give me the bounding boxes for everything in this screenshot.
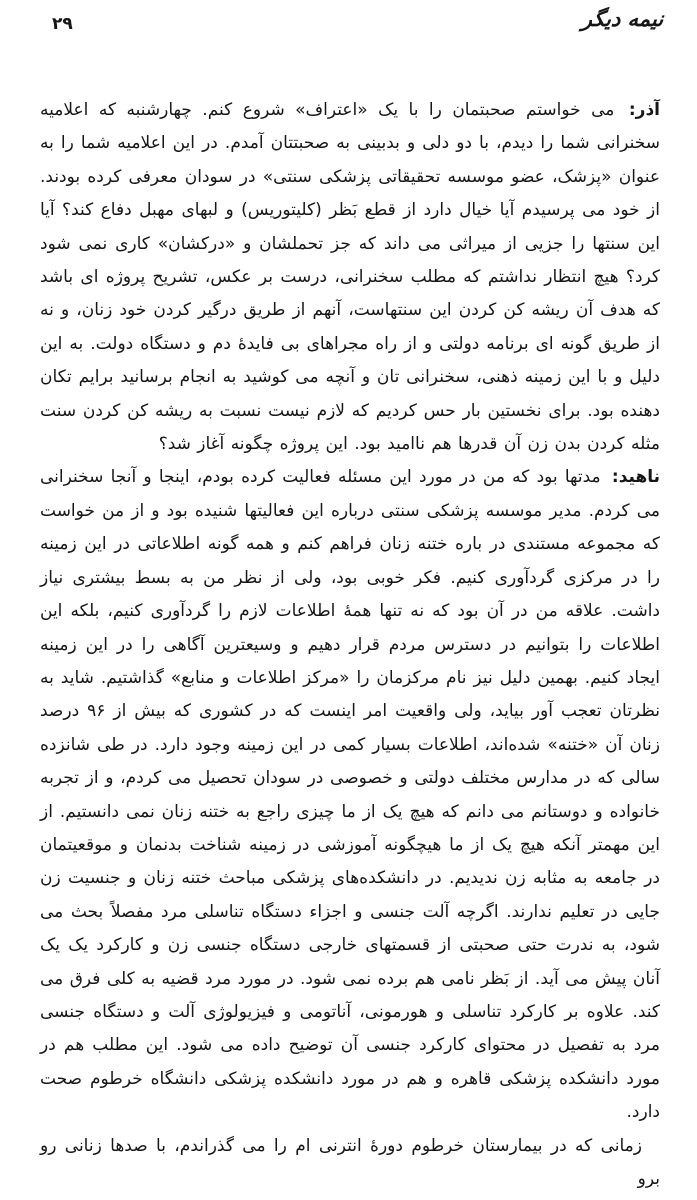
paragraph-azar bbox=[40, 94, 660, 461]
paragraph-nahid bbox=[40, 461, 660, 1129]
page-number: ۲۹ bbox=[52, 14, 73, 34]
paragraph-azar-text: می خواستم صحبتمان را با یک «اعتراف» شروع کنم. چهارشنبه که اعلامیه سخنرانی شما را دیدم، با دو دلی و بدبینی به صحبتتان آمدم. در این اعلامیه شما را به عنوان «پزشک، عضو موسسه تحقیقاتی پزشکی سنتی» در سودان معرفی کرده بودند. از خود می پرسیدم آیا خیال دارد از قطع بَظر (کلیتوریس) و لبهای مهبل دفاع کند؟ آیا این سنتها را جزیی از میراثی می داند که جز تحملشان و «درکشان» کاری نمی شود کرد؟ هیچ انتظار نداشتم که مطلب سخنرانی، درست بر عکس، تشریح پروژه ای باشد که هدف آن ریشه کن کردن این سنتهاست، آنهم از طریق درگیر کردن خود زنان، و نه از طریق گونه ای برنامه دولتی و از راه مجراهای بی فایدهٔ دم و دستگاه دولت. به این دلیل و با این زمینه ذهنی، سخنرانی تان و آنچه می کوشید به انجام برسانید برایم تکان دهنده بود. برای نخستین بار حس کردیم که لازم نیست نسبت به ریشه کن کردن سنت مثله کردن بدن زن آن قدرها هم ناامید بود. این پروژه چگونه آغاز شد؟ bbox=[40, 100, 660, 455]
paragraph-closing bbox=[40, 1130, 660, 1197]
journal-title: نیمه دیگر bbox=[580, 7, 664, 31]
page-header bbox=[40, 6, 663, 34]
paragraph-closing-text: زمانی که در بیمارستان خرطوم دورهٔ انترنی ام را می گذراندم، با صدها زنانی رو برو bbox=[40, 1135, 660, 1189]
body-text bbox=[40, 94, 661, 1189]
paragraph-nahid-text: مدتها بود که من در مورد این مسئله فعالیت کرده بودم، اینجا و آنجا سخنرانی می کردم. مدیر موسسه پزشکی سنتی درباره این فعالیتها شنیده بود و از من خواست که مجموعه مستندی در باره ختنه زنان فراهم کنم و همه گونه اطلاعاتی در این زمینه را در مرکزی گردآوری کنیم. فکر خوبی بود، ولی از نظر من به بسط بیشتری نیاز داشت. علاقه من در آن بود که نه تنها همهٔ اطلاعات لازم را گردآوری کنیم، بلکه این اطلاعات را بتوانیم در دسترس مردم قرار دهیم و وسیعترین آگاهی را در این زمینه ایجاد کنیم. بهمین دلیل نیز نام مرکزمان را «مرکز اطلاعات و منابع» گذاشتیم. شاید به نظرتان تعجب آور بیاید، ولی واقعیت امر اینست که در کشوری که بیش از ۹۶ درصد زنان آن «ختنه» شده‌اند، اطلاعات بسیار کمی در این زمینه وجود دارد. در طی شانزده سالی که در مدارس مختلف دولتی و خصوصی در سودان تحصیل می کردم، و از تجربه خانواده و دوستانم می دانم که هیچ یک از ما چیزی راجع به ختنه زنان نمی دانستیم. از این مهمتر آنکه هیچ یک از ما هیچگونه آموزشی در زمینه شناخت بدنمان و موقعیتمان در جامعه به مثابه زن ندیدیم. در دانشکده‌های پزشکی مباحث ختنه زنان و جنسیت زن جایی در تعلیم ندارند. اگرچه آلت جنسی و اجزاء دستگاه تناسلی مرد مفصلاً بحث می شود، به ندرت حتی صحبتی از قسمتهای خارجی دستگاه جنسی زن و کارکرد یک یک آنان پیش می آید. از بَظر نامی هم برده نمی شود. در مورد مرد قضیه به کلی فرق می کند. علاوه بر کارکرد تناسلی و هورمونی، آناتومی و فیزیولوژی آلت و دستگاه جنسی مرد به تفصیل در محتوای کارکرد جنسی آن توضیح داده می شود. این مطلب هم در مورد دانشکده پزشکی قاهره و هم در مورد دانشکده پزشکی دانشگاه خرطوم صحت دارد. bbox=[40, 467, 660, 1123]
speaker-name-azar: آذر: bbox=[628, 100, 661, 120]
speaker-name-nahid: ناهید: bbox=[611, 467, 661, 488]
